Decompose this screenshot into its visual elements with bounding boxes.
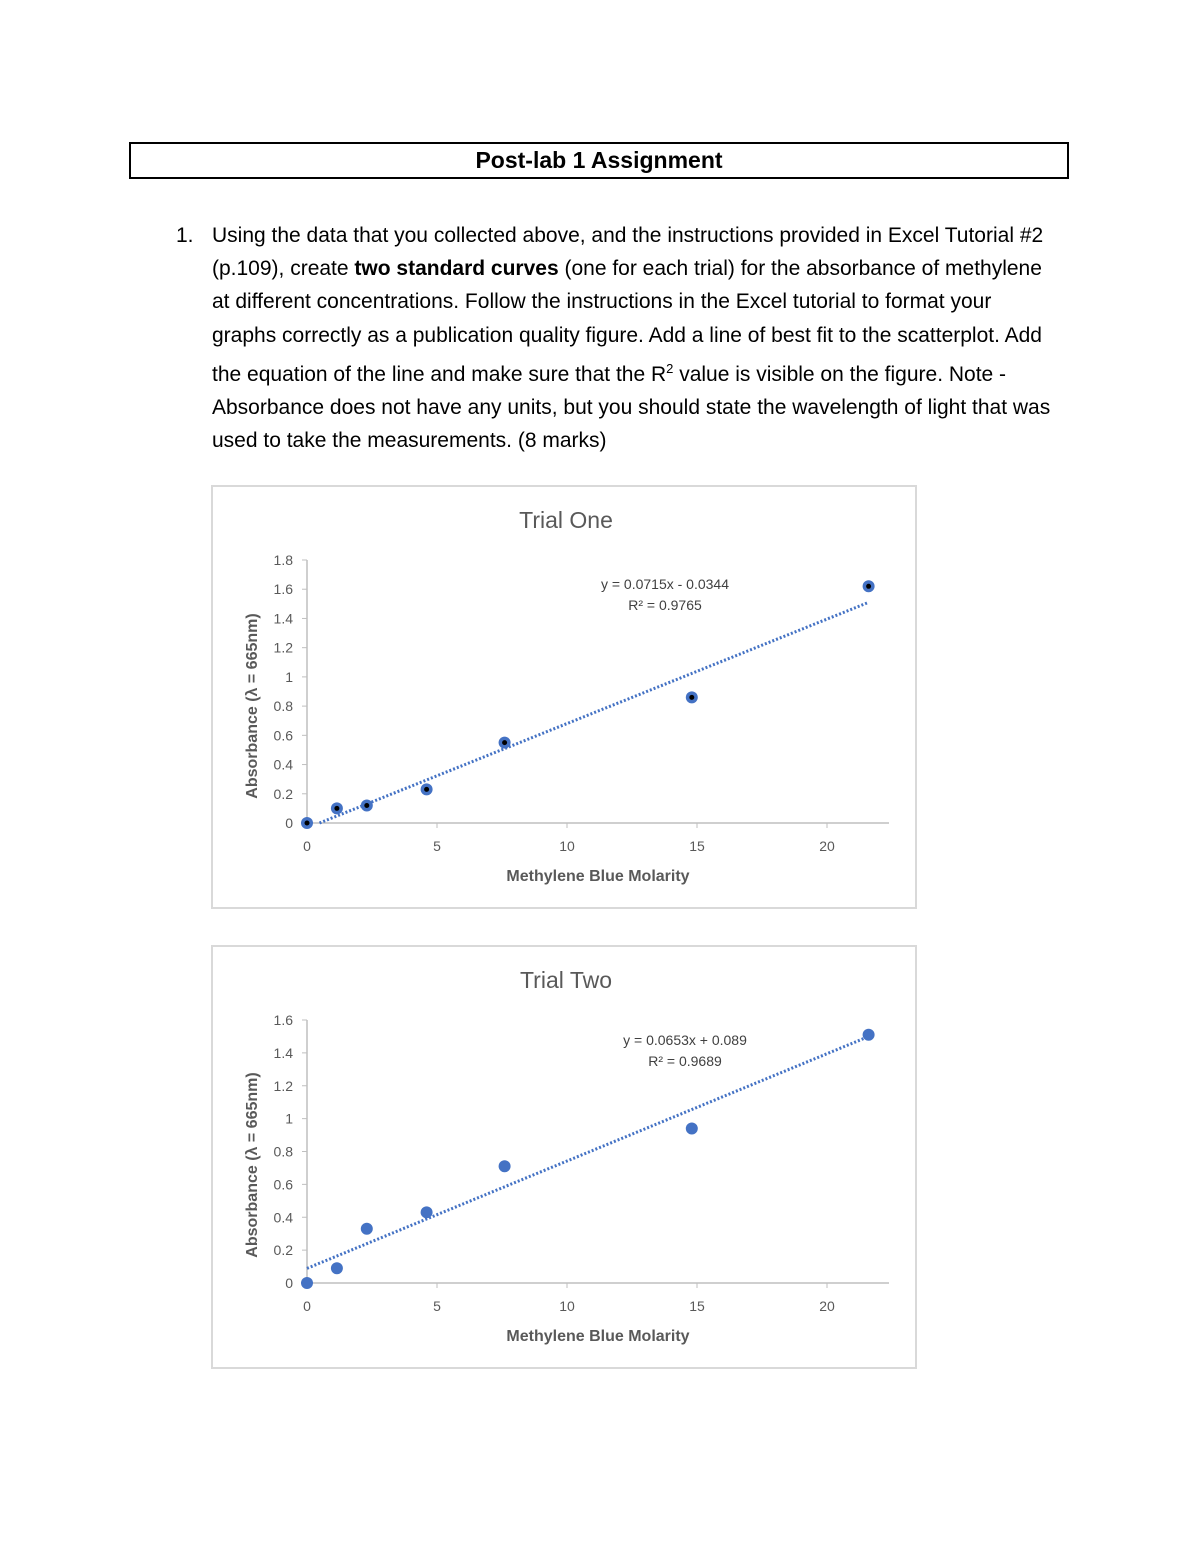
data-point-center <box>305 821 310 826</box>
trendline-equation: y = 0.0715x - 0.0344 <box>600 576 730 592</box>
y-tick-label: 0.4 <box>273 1209 293 1226</box>
data-point <box>331 1262 343 1274</box>
data-point-center <box>866 584 871 589</box>
assignment-title: Post-lab 1 Assignment <box>129 142 1069 179</box>
y-tick-label: 1.8 <box>273 552 293 568</box>
y-tick-label: 1.2 <box>273 639 293 656</box>
y-tick-label: 0.6 <box>273 727 293 744</box>
x-tick-label: 15 <box>689 838 705 854</box>
y-axis-title: Absorbance (λ = 665nm) <box>244 1072 261 1258</box>
y-tick-label: 0.2 <box>273 1242 293 1259</box>
y-tick-label: 1 <box>285 1110 293 1127</box>
x-tick-label: 5 <box>433 1298 441 1314</box>
y-tick-label: 0.8 <box>273 698 293 715</box>
question-text-part-c: value is visible on the figure. Note - Absorbance does not have any units, but you should state the wavelength of light that was used to take the measurements. (8 marks) <box>212 362 1051 453</box>
chart-trial-two <box>211 945 917 1369</box>
data-point <box>421 1206 433 1218</box>
r-squared: R² = 0.9689 <box>648 1053 722 1069</box>
question-text-part-a: Using the data that you collected above, and the instructions provided in Excel Tutorial #2 (p.109), create <box>212 224 1044 281</box>
chart-trial-one <box>211 485 917 909</box>
trendline-equation: y = 0.0653x + 0.089 <box>623 1032 747 1048</box>
r-squared: R² = 0.9765 <box>628 597 702 613</box>
data-point <box>863 1029 875 1041</box>
question-text-part-b: (one for each trial) for the absorbance of methylene at different concentrations. Follow the instructions in the Excel tutorial to format your graphs correctly as a publication quality figure. Add a line of best fit to the scatterplot. Add the equation of the line and make sure that the R <box>212 257 1042 386</box>
x-tick-label: 20 <box>819 1298 835 1314</box>
chart-trial-two-svg <box>213 947 919 1371</box>
x-tick-label: 20 <box>819 838 835 854</box>
x-tick-label: 5 <box>433 838 441 854</box>
data-point-center <box>334 806 339 811</box>
question-number: 1. <box>176 224 194 247</box>
x-tick-label: 0 <box>303 838 311 854</box>
superscript-2: 2 <box>666 360 674 376</box>
y-tick-label: 0.8 <box>273 1143 293 1160</box>
trendline <box>307 1037 869 1269</box>
y-tick-label: 1.2 <box>273 1077 293 1094</box>
question-text <box>212 219 1056 457</box>
data-point <box>686 1122 698 1134</box>
question-text-bold: two standard curves <box>354 257 559 281</box>
y-tick-label: 0.2 <box>273 785 293 802</box>
data-point-center <box>364 803 369 808</box>
x-tick-label: 10 <box>559 838 575 854</box>
data-point-center <box>502 740 507 745</box>
data-point-center <box>424 787 429 792</box>
x-axis-title: Methylene Blue Molarity <box>506 868 690 885</box>
chart-title: Trial One <box>519 507 613 533</box>
y-tick-label: 0.6 <box>273 1176 293 1193</box>
y-tick-label: 0 <box>285 1275 293 1291</box>
x-tick-label: 0 <box>303 1298 311 1314</box>
chart-trial-one-svg <box>213 487 919 911</box>
data-point <box>301 1277 313 1289</box>
y-tick-label: 1.6 <box>273 1012 293 1028</box>
data-point <box>361 1223 373 1235</box>
x-axis-title: Methylene Blue Molarity <box>506 1328 690 1345</box>
data-point-center <box>689 695 694 700</box>
chart-title: Trial Two <box>519 967 613 993</box>
y-tick-label: 1 <box>285 668 293 685</box>
y-tick-label: 1.6 <box>273 581 293 598</box>
y-tick-label: 1.4 <box>273 1044 293 1061</box>
x-tick-label: 10 <box>559 1298 575 1314</box>
y-tick-label: 0 <box>285 815 293 831</box>
y-tick-label: 0.4 <box>273 756 293 773</box>
data-point <box>499 1160 511 1172</box>
trendline <box>320 602 869 823</box>
y-tick-label: 1.4 <box>273 610 293 627</box>
y-axis-title: Absorbance (λ = 665nm) <box>244 613 261 799</box>
x-tick-label: 15 <box>689 1298 705 1314</box>
